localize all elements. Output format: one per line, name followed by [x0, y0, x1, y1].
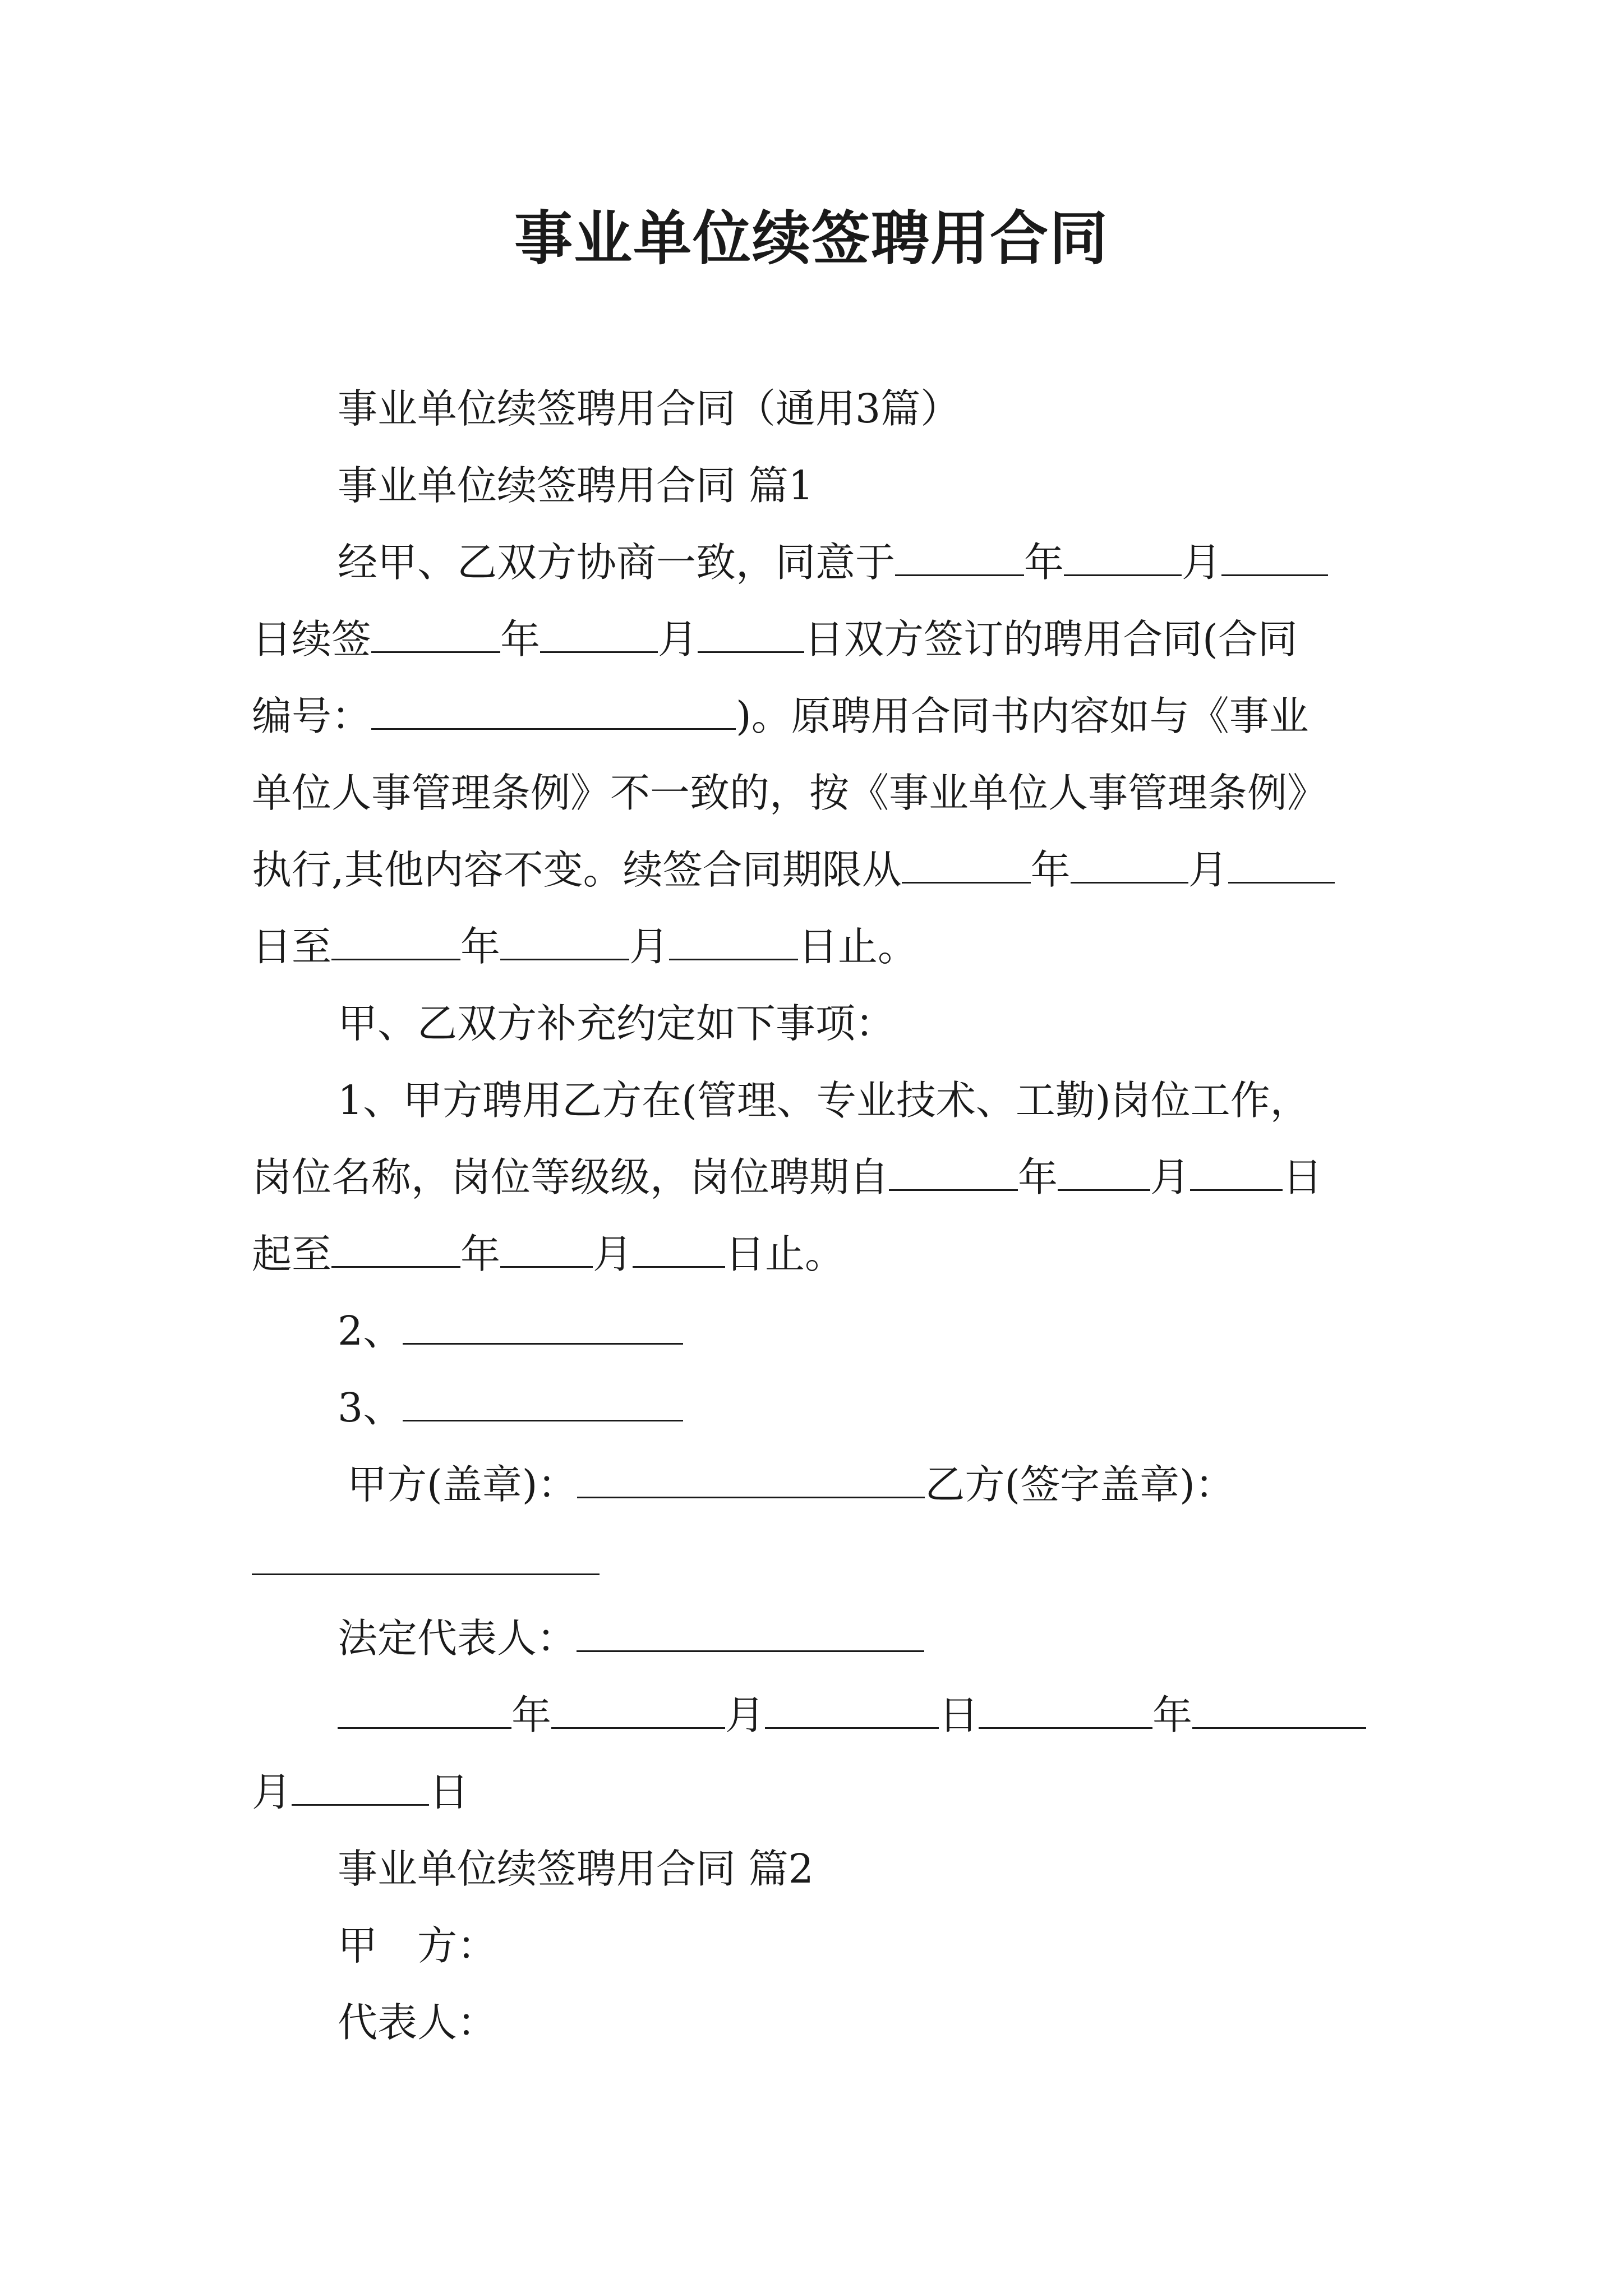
text: 日止。	[798, 923, 918, 970]
blank-line	[577, 1617, 924, 1652]
section2-heading: 事业单位续签聘用合同 篇2	[338, 1846, 814, 1892]
item-3	[252, 1369, 1371, 1446]
text: 年	[460, 1231, 501, 1277]
blank-line	[577, 1463, 925, 1498]
signature-date-line-2	[252, 1754, 1371, 1830]
item-1-line-2	[252, 1139, 1371, 1216]
document-body	[252, 370, 1371, 2061]
text: 年	[500, 616, 541, 662]
text: 月	[1182, 539, 1222, 586]
text: 年	[1030, 846, 1071, 893]
blank-line	[1064, 541, 1182, 576]
paragraph-1-line-2	[252, 601, 1371, 678]
party-a-seal-label: 甲方(盖章)：	[347, 1461, 578, 1508]
blank-line	[1190, 1156, 1283, 1191]
text: 日	[939, 1692, 979, 1738]
text: 日	[1283, 1154, 1323, 1200]
text: 起至	[252, 1231, 332, 1277]
text: 执行,其他内容不变。续签合同期限从	[252, 846, 902, 893]
text: 月	[1150, 1154, 1191, 1200]
blank-line	[500, 1232, 593, 1268]
text: 岗位名称，岗位等级级，岗位聘期自	[252, 1154, 889, 1200]
text: 年	[1018, 1154, 1058, 1200]
text: 日至	[252, 923, 332, 970]
blank-line	[292, 1770, 429, 1806]
blank-line	[1058, 1156, 1150, 1191]
text: 月	[658, 616, 698, 662]
blank-line	[331, 1232, 460, 1268]
contract-number-blank	[371, 694, 736, 730]
paragraph-1-line-1	[252, 524, 1371, 601]
party-b-signature-line	[252, 1523, 1371, 1600]
item-2	[252, 1292, 1371, 1369]
section1-heading: 事业单位续签聘用合同 篇1	[338, 462, 814, 509]
text: 月	[629, 923, 670, 970]
text: 年	[1024, 539, 1064, 586]
text: 月	[725, 1692, 766, 1738]
blank-line	[895, 541, 1024, 576]
blank-line	[540, 618, 658, 653]
blank-line	[500, 925, 629, 960]
blank-line	[1192, 1694, 1366, 1729]
legal-representative	[252, 1600, 1371, 1677]
blank-line	[669, 925, 798, 960]
blank-line	[698, 618, 804, 653]
heading-general: 事业单位续签聘用合同（通用3篇）	[338, 385, 961, 432]
text: )。原聘用合同书内容如与《事业	[736, 693, 1309, 739]
supplement-heading: 甲、乙双方补充约定如下事项：	[338, 1000, 896, 1047]
text: 年	[460, 923, 501, 970]
text: 年	[1152, 1692, 1193, 1738]
text: 日续签	[252, 616, 372, 662]
text: 经甲、乙双方协商一致，同意于	[338, 539, 896, 586]
blank-line	[1071, 848, 1188, 884]
item-2-label: 2、	[338, 1308, 403, 1354]
item-1-line-1: 1、甲方聘用乙方在(管理、专业技术、工勤)岗位工作，	[338, 1077, 1310, 1124]
text: 日	[429, 1769, 469, 1815]
blank-line	[371, 618, 500, 653]
paragraph-1-line-4: 单位人事管理条例》不一致的，按《事业单位人事管理条例》	[252, 770, 1327, 816]
item-1-line-3	[252, 1216, 1371, 1292]
party-a-label: 甲 方：	[338, 1922, 497, 1969]
blank-line	[403, 1309, 683, 1345]
text: 月	[1188, 846, 1228, 893]
legal-rep-label: 法定代表人：	[338, 1615, 577, 1662]
text: 日双方签订的聘用合同(合同	[804, 616, 1298, 662]
blank-line	[331, 925, 460, 960]
blank-line	[1228, 848, 1335, 884]
paragraph-1-line-3	[252, 678, 1371, 754]
blank-line	[889, 1156, 1018, 1191]
text: 月	[252, 1769, 292, 1815]
document-title: 事业单位续签聘用合同	[514, 204, 1109, 273]
party-b-signature-label: 乙方(签字盖章)：	[925, 1461, 1235, 1508]
blank-line	[252, 1540, 600, 1575]
representative-label: 代表人：	[338, 1999, 497, 2046]
signature-parties	[252, 1446, 1371, 1523]
blank-line	[403, 1386, 683, 1421]
blank-line	[633, 1232, 725, 1268]
text: 年	[511, 1692, 552, 1738]
blank-line	[338, 1694, 511, 1729]
blank-line	[902, 848, 1031, 884]
text: 月	[593, 1231, 633, 1277]
blank-line	[1221, 541, 1328, 576]
item-3-label: 3、	[338, 1384, 403, 1431]
text: 日止。	[725, 1231, 845, 1277]
signature-date-line-1	[252, 1677, 1371, 1754]
paragraph-1-line-5	[252, 831, 1371, 908]
paragraph-1-line-6	[252, 908, 1371, 985]
text: 编号：	[252, 693, 372, 739]
blank-line	[551, 1694, 725, 1729]
blank-line	[765, 1694, 939, 1729]
blank-line	[979, 1694, 1152, 1729]
